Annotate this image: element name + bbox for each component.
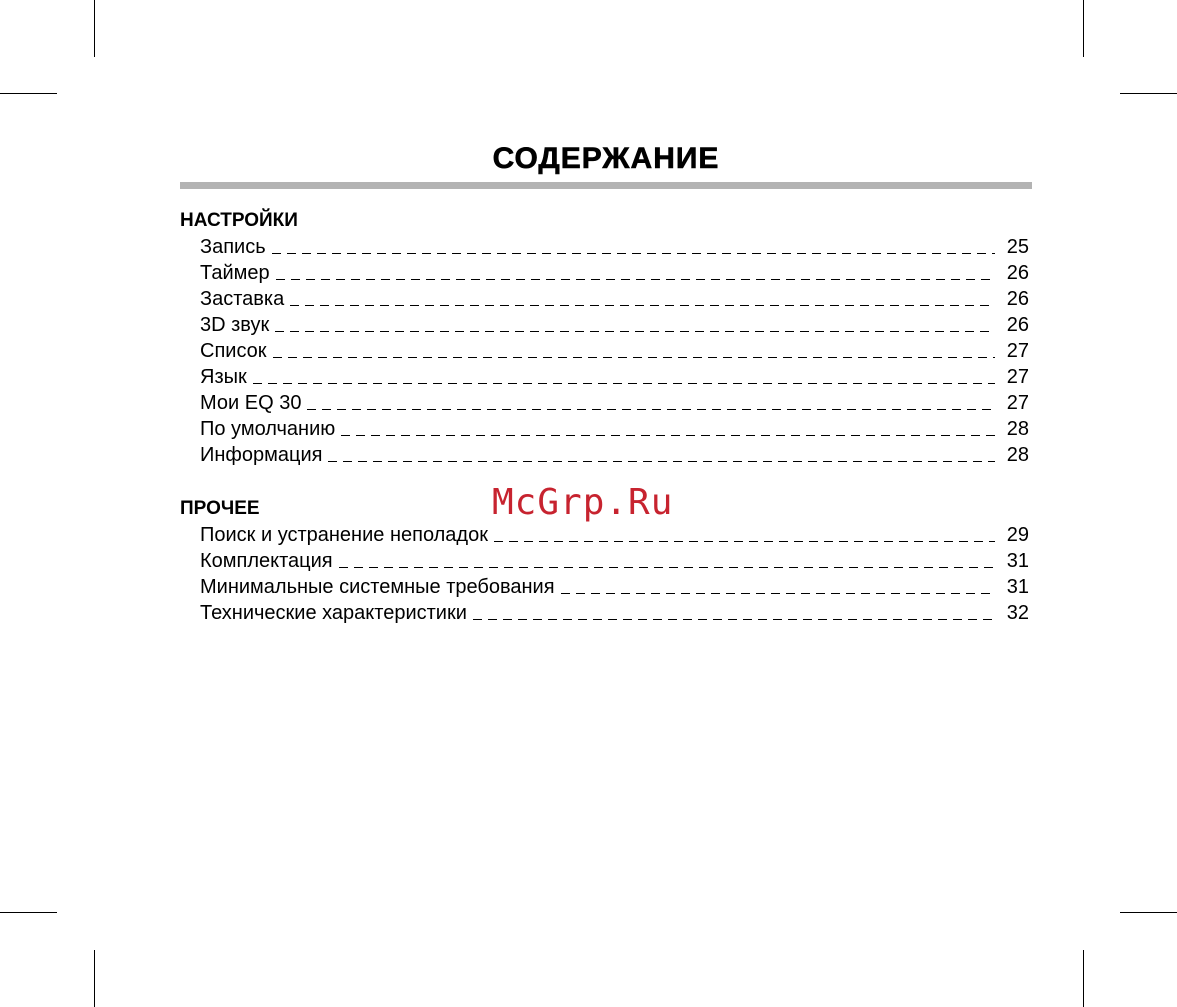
toc-entry-label: 3D звук [200, 314, 270, 336]
toc-entry-page: 28 [1006, 418, 1029, 440]
crop-mark [1120, 912, 1177, 913]
toc-entry-page: 27 [1006, 392, 1029, 414]
toc-entry-label: Комплектация [200, 550, 333, 572]
toc-entry-page: 27 [1006, 366, 1029, 388]
toc-entry-label: Язык [200, 366, 247, 388]
toc-entry[interactable] [180, 338, 1029, 364]
toc-leader [328, 461, 995, 462]
toc-entry-page: 32 [1006, 602, 1029, 624]
toc-leader [275, 331, 995, 332]
toc-entry[interactable] [180, 286, 1029, 312]
toc-entry-page: 26 [1006, 262, 1029, 284]
toc-leader [290, 305, 995, 306]
toc-entry-label: Технические характеристики [200, 602, 467, 624]
crop-mark [1083, 0, 1084, 57]
watermark: McGrp.Ru [492, 482, 674, 523]
toc-section-settings [180, 208, 1029, 468]
toc-entry-label: Заставка [200, 288, 285, 310]
toc-leader [276, 279, 995, 280]
crop-mark [0, 912, 57, 913]
toc-entry-page: 31 [1006, 550, 1029, 572]
toc-entry[interactable] [180, 522, 1029, 548]
toc-entry[interactable] [180, 416, 1029, 442]
toc-leader [339, 567, 995, 568]
toc-entry-label: Запись [200, 236, 266, 258]
title-rule [180, 182, 1032, 189]
crop-mark [1120, 93, 1177, 94]
toc-entry[interactable] [180, 548, 1029, 574]
toc-entry[interactable] [180, 260, 1029, 286]
toc-entry-label: Таймер [200, 262, 270, 284]
toc-entry-label: По умолчанию [200, 418, 336, 440]
toc-entry[interactable] [180, 442, 1029, 468]
toc-leader [307, 409, 995, 410]
toc-entry[interactable] [180, 234, 1029, 260]
section-heading: ПРОЧЕЕ [180, 498, 260, 519]
toc-leader [341, 435, 995, 436]
toc-entry-page: 26 [1006, 288, 1029, 310]
toc-leader [494, 541, 995, 542]
toc-leader [253, 383, 995, 384]
toc-entry[interactable] [180, 364, 1029, 390]
crop-mark [0, 93, 57, 94]
toc-leader [473, 619, 995, 620]
toc-entry-page: 26 [1006, 314, 1029, 336]
toc-entry[interactable] [180, 600, 1029, 626]
crop-mark [94, 0, 95, 57]
toc-entry-label: Список [200, 340, 267, 362]
crop-mark [1083, 950, 1084, 1007]
toc-entry-page: 29 [1006, 524, 1029, 546]
toc-entry-page: 27 [1006, 340, 1029, 362]
toc-entry-label: Поиск и устранение неполадок [200, 524, 488, 546]
toc-leader [272, 253, 995, 254]
toc-entry-page: 28 [1006, 444, 1029, 466]
toc-entry-label: Минимальные системные требования [200, 576, 555, 598]
toc-entry-page: 25 [1006, 236, 1029, 258]
toc-entry[interactable] [180, 390, 1029, 416]
toc-entry[interactable] [180, 312, 1029, 338]
toc-leader [561, 593, 995, 594]
section-heading: НАСТРОЙКИ [180, 210, 298, 231]
toc-entry-label: Информация [200, 444, 323, 466]
toc-entry-page: 31 [1006, 576, 1029, 598]
toc-leader [273, 357, 995, 358]
toc-entry[interactable] [180, 574, 1029, 600]
page-title: СОДЕРЖАНИЕ [492, 142, 720, 175]
crop-mark [94, 950, 95, 1007]
toc-entry-label: Мои EQ 30 [200, 392, 302, 414]
